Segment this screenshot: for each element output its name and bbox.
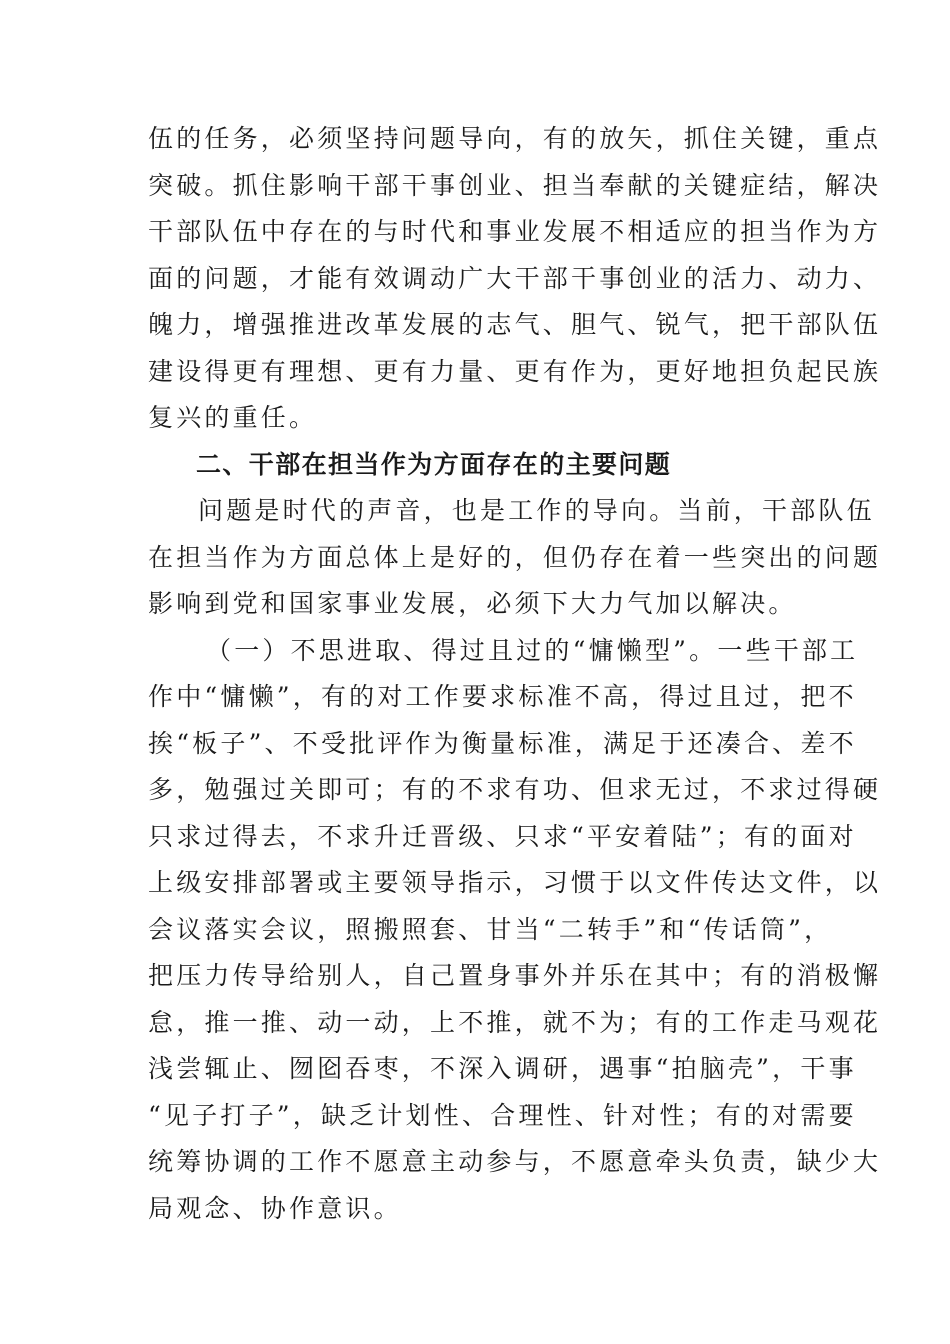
text-line: 浅尝辄止、囫囵吞枣，不深入调研，遇事“拍脑壳”，干事 — [148, 1054, 857, 1083]
text-line: “见子打子”，缺乏计划性、合理性、针对性；有的对需要 — [148, 1100, 857, 1130]
text-line: 多，勉强过关即可；有的不求有功、但求无过，不求过得硬 — [148, 775, 882, 804]
section-heading: 二、干部在担当作为方面存在的主要问题 — [196, 449, 672, 479]
text-line: 建设得更有理想、更有力量、更有作为，更好地担负起民族 — [148, 356, 882, 386]
text-line: （一）不思进取、得过且过的“慵懒型”。一些干部工 — [206, 635, 859, 665]
text-line: 问题是时代的声音，也是工作的导向。当前，干部队伍 — [198, 496, 875, 525]
text-line: 怠，推一推、动一动，上不推，就不为；有的工作走马观花 — [148, 1007, 882, 1037]
text-line: 伍的任务，必须坚持问题导向，有的放矢，抓住关键，重点 — [148, 124, 882, 153]
text-line: 统筹协调的工作不愿意主动参与，不愿意牵头负责，缺少大 — [148, 1147, 882, 1176]
text-line: 局观念、协作意识。 — [148, 1193, 402, 1223]
paragraph-continuation — [148, 116, 882, 442]
text-line: 会议落实会议，照搬照套、甘当“二转手”和“传话筒”， — [148, 914, 833, 944]
document-body — [148, 116, 882, 1232]
text-line: 突破。抓住影响干部干事创业、担当奉献的关键症结，解决 — [148, 170, 882, 200]
text-line: 在担当作为方面总体上是好的，但仍存在着一些突出的问题 — [148, 542, 882, 572]
text-line: 挨“板子”、不受批评作为衡量标准，满足于还凑合、差不 — [148, 728, 857, 758]
text-line: 影响到党和国家事业发展，必须下大力气加以解决。 — [148, 589, 797, 618]
text-line: 作中“慵懒”，有的对工作要求标准不高，得过且过，把不 — [148, 682, 857, 711]
paragraph-intro — [148, 488, 882, 628]
text-line: 干部队伍中存在的与时代和事业发展不相适应的担当作为方 — [148, 217, 882, 246]
text-line: 复兴的重任。 — [148, 403, 318, 432]
text-line: 面的问题，才能有效调动广大干部干事创业的活力、动力、 — [148, 263, 882, 293]
text-line: 上级安排部署或主要领导指示，习惯于以文件传达文件，以 — [148, 868, 882, 897]
text-line: 魄力，增强推进改革发展的志气、胆气、锐气，把干部队伍 — [148, 310, 882, 339]
text-line: 只求过得去，不求升迁晋级、只求“平安着陆”；有的面对 — [148, 821, 857, 851]
paragraph-item-1 — [148, 628, 882, 1233]
text-line: 把压力传导给别人，自己置身事外并乐在其中；有的消极懈 — [148, 961, 882, 990]
